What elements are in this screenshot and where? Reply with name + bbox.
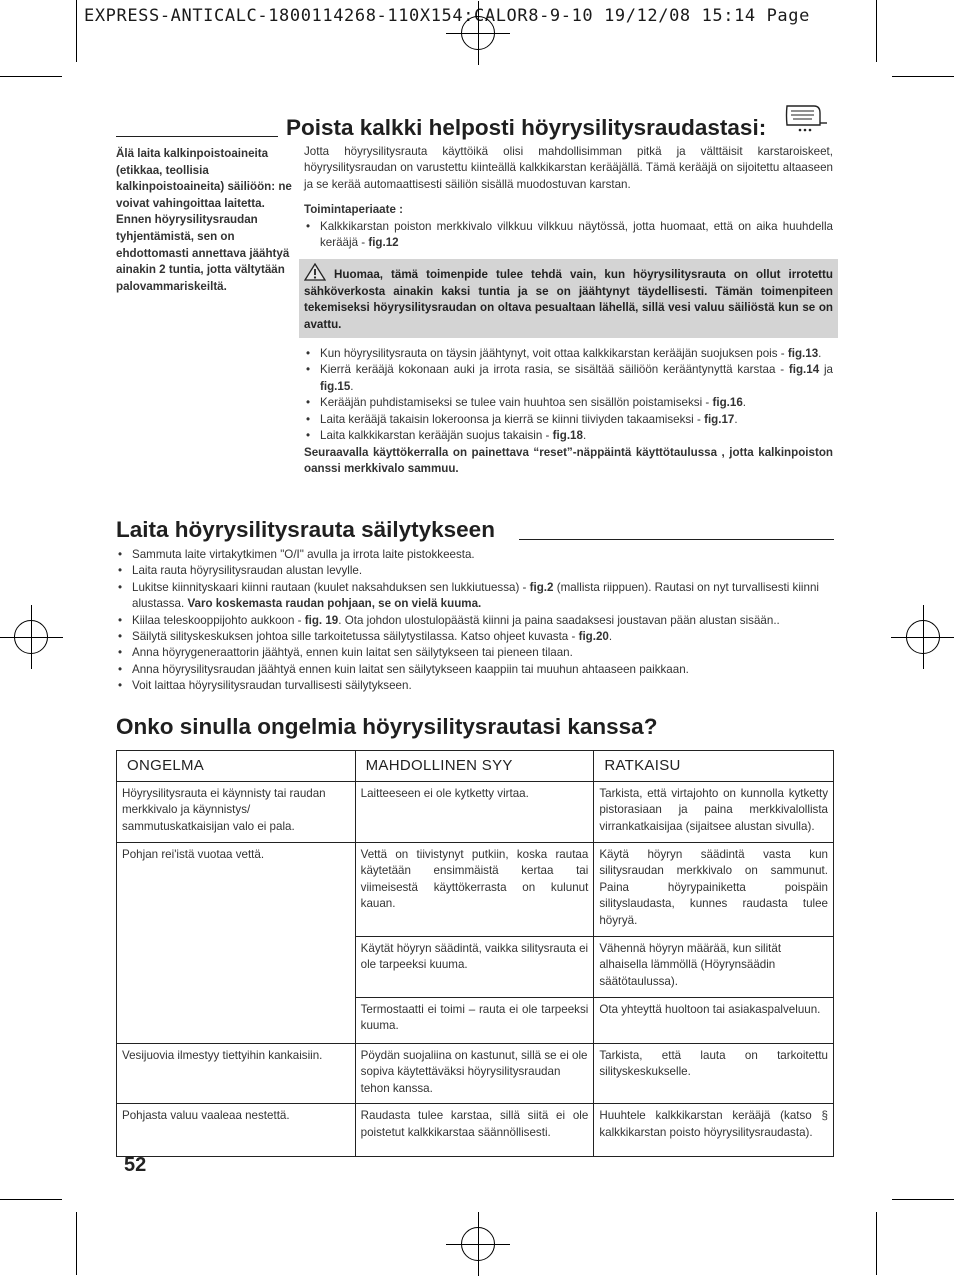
registration-mark xyxy=(14,620,48,654)
crop-mark xyxy=(76,0,77,62)
list-item: • Anna höyrygeneraattorin jäähtyä, ennen kuin laitat sen säilytykseen tai pieneen tilaan. xyxy=(116,645,834,661)
registration-mark xyxy=(461,1227,495,1261)
column-header: ONGELMA xyxy=(117,751,356,782)
list-item: • Voit laittaa höyrysilitysraudan turvallisesti säilytykseen. xyxy=(116,678,834,694)
solution-cell: Ota yhteyttä huoltoon tai asiakaspalveluun. xyxy=(594,997,834,1043)
table-row xyxy=(117,781,834,842)
solution-cell: Vähennä höyryn määrää, kun silität alhaisella lämmöllä (Höyrynsäädin säätötaulussa). xyxy=(594,936,834,997)
cause-cell: Pöydän suojaliina on kastunut, sillä se ei ole sopiva käytettäväksi höyrysilitysraudan tehon kanssa. xyxy=(355,1043,594,1104)
list-item: • Kerääjän puhdistamiseksi se tulee vain huuhtoa sen sisällön poistamiseksi - fig.16. xyxy=(304,395,833,411)
section-title-descale: Poista kalkki helposti höyrysilitysraudastasi: xyxy=(286,115,767,140)
list-item: • Lukitse kiinnityskaari kiinni rautaan (kuulet naksahduksen sen lukkiutuessa) - fig.2 (mallista riippuen). Rautasi on nyt turvallisesti kiinni alustassa. Varo koskemasta raudan pohjaan, se on vielä kuuma. xyxy=(116,580,834,613)
page-number: 52 xyxy=(124,1154,147,1176)
list-item: • Kun höyrysilitysrauta on täysin jäähtynyt, voit ottaa kalkkikarstan kerääjän suojuksen pois - fig.13. xyxy=(304,346,833,362)
cause-cell: Käytät höyryn säädintä, vaikka silitysrauta ei ole tarpeeksi kuuma. xyxy=(355,936,594,997)
table-row xyxy=(117,1043,834,1104)
table-row xyxy=(117,1104,834,1157)
crop-mark xyxy=(0,76,62,77)
troubleshooting-table xyxy=(116,750,834,1157)
descale-steps xyxy=(304,346,833,444)
crop-mark xyxy=(76,1212,77,1275)
list-item: • Sammuta laite virtakytkimen "O/I" avulla ja irrota laite pistokkeesta. xyxy=(116,547,834,563)
crop-mark xyxy=(892,76,954,77)
cause-cell: Laitteeseen ei ole kytketty virtaa. xyxy=(355,781,594,842)
solution-cell: Huuhtele kalkkikarstan kerääjä (katso § kalkkikarstan poisto höyrysilitysraudasta). xyxy=(594,1104,834,1157)
problem-cell: Pohjasta valuu vaaleaa nestettä. xyxy=(117,1104,356,1157)
list-item: • Kiilaa teleskooppijohto aukkoon - fig. 19. Ota johdon ulostulopäästä kiinni ja paina saadaksesi joustavan pään alustan sisään.. xyxy=(116,613,834,629)
final-note: Seuraavalla käyttökerralla on painettava “reset”-näppäintä käyttötaulussa , jotta kalkinpoiston oanssi merkkivalo sammuu. xyxy=(304,445,833,475)
registration-mark xyxy=(906,620,940,654)
list-item: • Laita kerääjä takaisin lokeroonsa ja kierrä se kiinni tiiviyden takaamiseksi - fig.17. xyxy=(304,412,833,428)
storage-body xyxy=(116,547,834,695)
principle-label: Toimintaperiaate : xyxy=(304,203,403,217)
cause-cell: Vettä on tiivistynyt putkiin, koska rautaa käytetään ensimmäistä kertaa tai viimeisestä käyttökerrasta on kulunut kauan. xyxy=(355,842,594,936)
solution-cell: Tarkista, että virtajohto on kunnolla kytketty pistorasiaan ja paina merkkivalollista virrankatkaisijaa (sijaitsee alustan sivulla). xyxy=(594,781,834,842)
list-item: • Anna höyrysilitysraudan jäähtyä ennen kuin laitat sen säilytykseen kaappiin tai muuhun ahtaaseen paikkaan. xyxy=(116,662,834,678)
table-header-row xyxy=(117,751,834,782)
column-header: RATKAISU xyxy=(594,751,834,782)
list-item: • Kalkkikarstan poiston merkkivalo vilkkuu vilkkuu näytössä, jotta huomaat, että on aika huuhdella kerääjä - fig.12 xyxy=(304,219,833,252)
problem-cell: Vesijuovia ilmestyy tiettyihin kankaisiin. xyxy=(117,1043,356,1104)
registration-mark xyxy=(461,16,495,50)
side-note xyxy=(116,146,292,295)
side-note-cooling: Ennen höyrysilitysraudan tyhjentämistä, sen on ehdottomasti annettava jäähtyä ainakin 2 tuntia, jotta vältytään palovammariskeiltä. xyxy=(116,213,290,293)
warning-triangle-icon xyxy=(304,263,326,281)
solution-cell: Tarkista, että lauta on tarkoitettu silityskeskukselle. xyxy=(594,1043,834,1104)
crop-mark xyxy=(892,1199,954,1200)
problem-cell: Pohjan rei'istä vuotaa vettä. xyxy=(117,842,356,1043)
intro-paragraph: Jotta höyrysilitysrauta käyttöikä olisi mahdollisimman pitkä ja välttäisit karstaroiskeet, höyrysilitysraudan on varustettu kiinteällä kalkkikarstan kerääjällä. Tämä kerääjä on sijoitettu altaaseen ja se kerää automaattisesti säiliön sisällä muodostuvan karstan. xyxy=(304,145,833,191)
cause-cell: Termostaatti ei toimi – rauta ei ole tarpeeksi kuuma. xyxy=(355,997,594,1043)
steam-iron-icon xyxy=(784,103,828,135)
table-row xyxy=(117,842,834,936)
crop-mark xyxy=(876,0,877,62)
warning-text: Huomaa, tämä toimenpide tulee tehdä vain, kun höyrysilitysrauta on ollut irrotettu sähköverkosta ainakin kaksi tuntia ja se on jäähtynyt täydellisesti. Tämän toimenpiteen tekemiseksi höyrysilitysraudan on oltava pesualtaan lähellä, sillä vesi valuu säiliöstä kun se on avattu. xyxy=(304,268,833,331)
solution-cell: Käytä höyryn säädintä vasta kun silitysraudan merkkivalo on sammunut. Paina höyrypainiketta poispäin silityslaudasta, kunnes raudasta tulee höyryä. xyxy=(594,842,834,936)
heading-rule xyxy=(519,539,834,540)
descale-body xyxy=(304,144,833,477)
side-note-warning: Älä laita kalkinpoistoaineita (etikkaa, teollisia kalkinpoistoaineita) säiliöön: ne voivat vahingoittaa laitetta. xyxy=(116,147,292,210)
warning-box xyxy=(299,259,838,338)
list-item: • Säilytä silityskeskuksen johtoa sille tarkoitetussa säilytystilassa. Katso ohjeet kuvasta - fig.20. xyxy=(116,629,834,645)
section-title-storage: Laita höyrysilitysrauta säilytykseen xyxy=(116,517,495,542)
section-title-troubleshooting: Onko sinulla ongelmia höyrysilitysrautasi kanssa? xyxy=(116,714,658,739)
crop-mark xyxy=(0,1199,62,1200)
list-item: • Laita rauta höyrysilitysraudan alustan levylle. xyxy=(116,563,834,579)
column-header: MAHDOLLINEN SYY xyxy=(355,751,594,782)
print-header: EXPRESS-ANTICALC-1800114268-110X154:CALOR8-9-10 19/12/08 15:14 Page xyxy=(84,6,810,26)
list-item: • Kierrä kerääjä kokonaan auki ja irrota rasia, se sisältää säiliöön kerääntynyttä karstaa - fig.14 ja fig.15. xyxy=(304,362,833,395)
list-item: • Laita kalkkikarstan kerääjän suojus takaisin - fig.18. xyxy=(304,428,833,444)
heading-rule xyxy=(116,136,278,137)
cause-cell: Raudasta tulee karstaa, sillä siitä ei ole poistetut kalkkikarstaa säännöllisesti. xyxy=(355,1104,594,1157)
problem-cell: Höyrysilitysrauta ei käynnisty tai raudan merkkivalo ja käynnistys/ sammutuskatkaisijan valo ei pala. xyxy=(117,781,356,842)
crop-mark xyxy=(876,1212,877,1275)
